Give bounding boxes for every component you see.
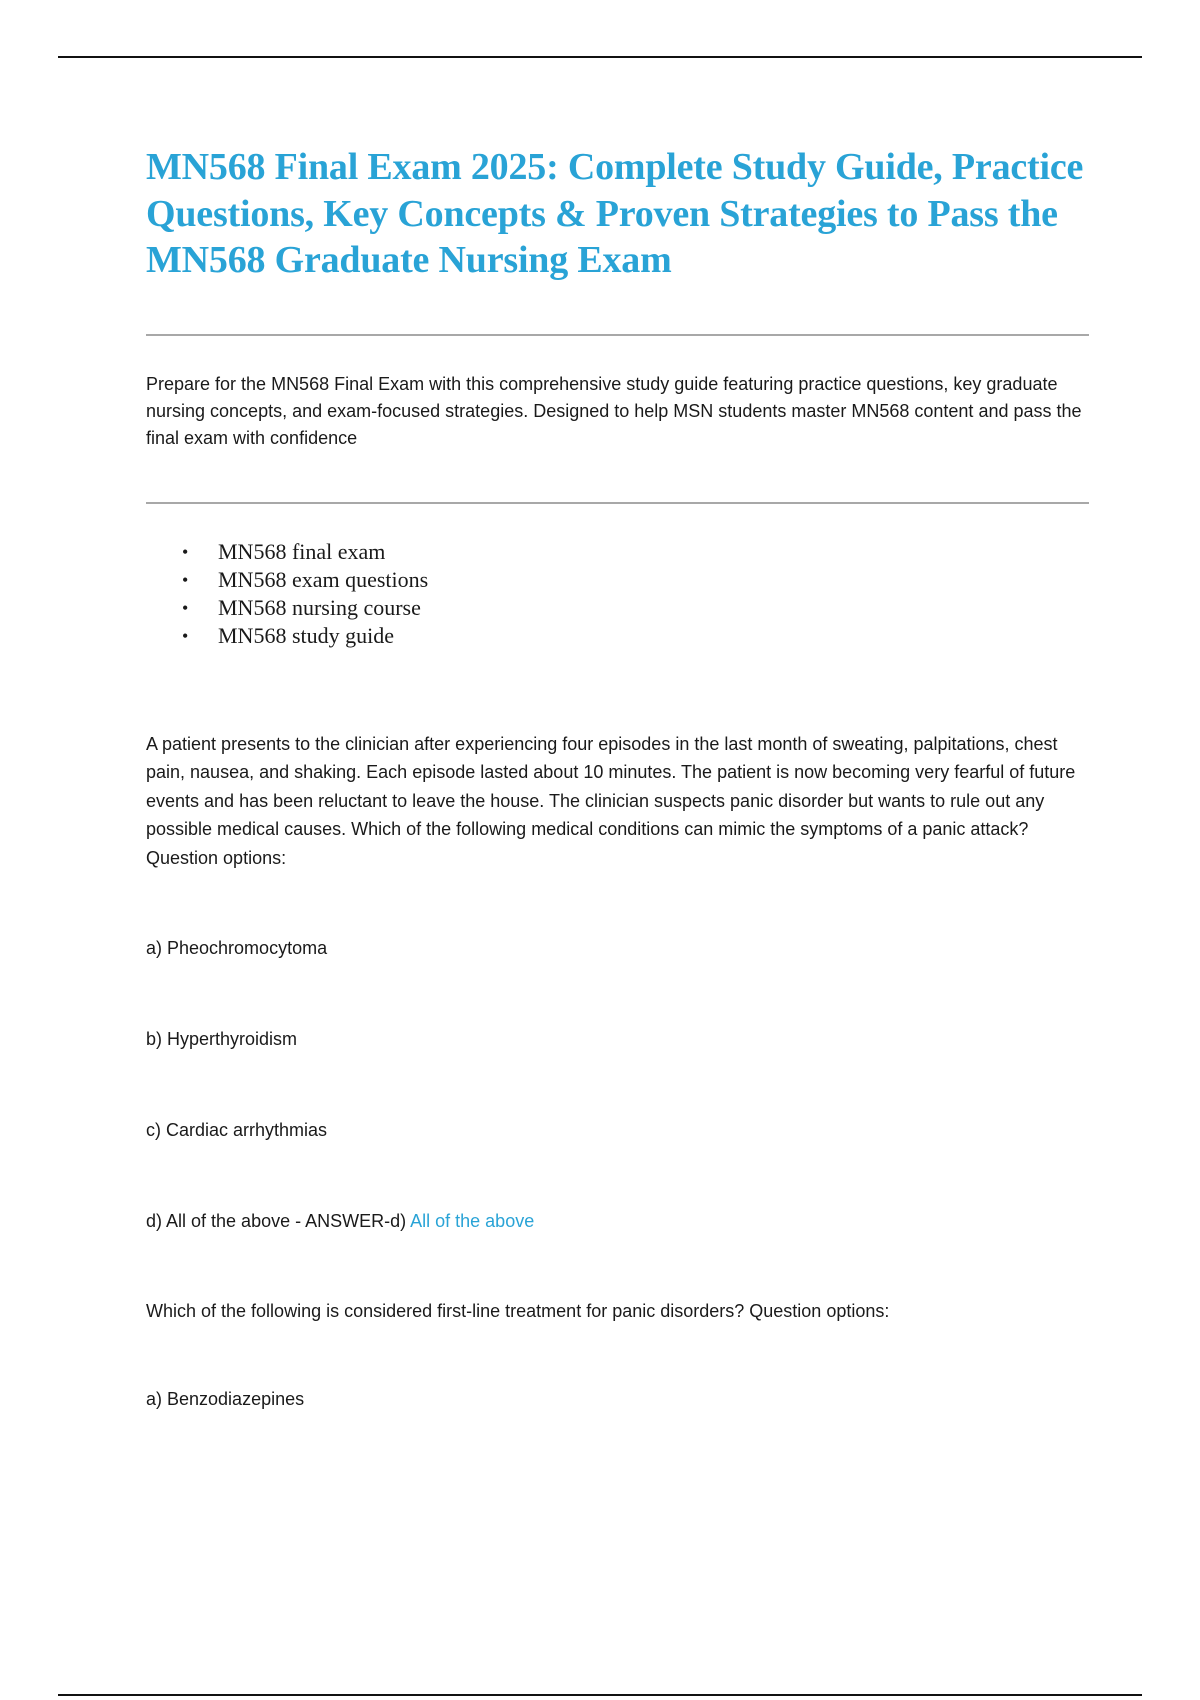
- bullet-icon: •: [182, 541, 189, 562]
- question-2-text: Which of the following is considered first-line treatment for panic disorders? Question options:: [146, 1301, 890, 1321]
- answer-highlight: All of the above: [410, 1211, 535, 1231]
- question-1-option-c: c) Cardiac arrhythmias: [146, 1120, 328, 1140]
- divider: [146, 334, 1089, 336]
- question-1-text: A patient presents to the clinician after experiencing four episodes in the last month of sweating, palpitations, chest pain, nausea, and shaking. Each episode lasted about 10 minutes. The patient is now becoming very fearful of future events and has been reluctant to leave the house. The clinician suspects panic disorder but wants to rule out any possible medical causes. Which of the following medical conditions can mimic the symptoms of a panic attack? Question options:: [146, 733, 1076, 868]
- list-item: [146, 538, 1091, 566]
- option-d-label: d) All of the above - ANSWER-d): [146, 1211, 407, 1231]
- page-top-rule: [58, 56, 1142, 58]
- question-1-option-b: b) Hyperthyroidism: [146, 1029, 298, 1049]
- divider: [146, 502, 1089, 504]
- question-2-option-a: a) Benzodiazepines: [146, 1389, 305, 1409]
- question-1-option-d: [146, 1207, 1091, 1235]
- keyword-list: [146, 538, 1091, 650]
- document-body: [146, 144, 1091, 1413]
- bullet-icon: •: [182, 597, 189, 618]
- keyword-text: MN568 study guide: [218, 622, 394, 648]
- keyword-text: MN568 exam questions: [218, 566, 429, 592]
- list-item: [146, 622, 1091, 650]
- intro-paragraph: Prepare for the MN568 Final Exam with this comprehensive study guide featuring practice questions, key graduate nursing concepts, and exam-focused strategies. Designed to help MSN students master MN568 content and pass the final exam with confidence: [146, 373, 1082, 448]
- bullet-icon: •: [182, 625, 189, 646]
- bullet-icon: •: [182, 569, 189, 590]
- keyword-text: MN568 nursing course: [218, 594, 421, 620]
- page-bottom-rule: [58, 1694, 1142, 1696]
- document-title: MN568 Final Exam 2025: Complete Study Guide, Practice Questions, Key Concepts & Proven Strategies to Pass the MN568 Graduate Nursing Exam: [146, 146, 1084, 281]
- question-1-option-a: a) Pheochromocytoma: [146, 938, 328, 958]
- list-item: [146, 566, 1091, 594]
- list-item: [146, 594, 1091, 622]
- keyword-text: MN568 final exam: [218, 538, 386, 564]
